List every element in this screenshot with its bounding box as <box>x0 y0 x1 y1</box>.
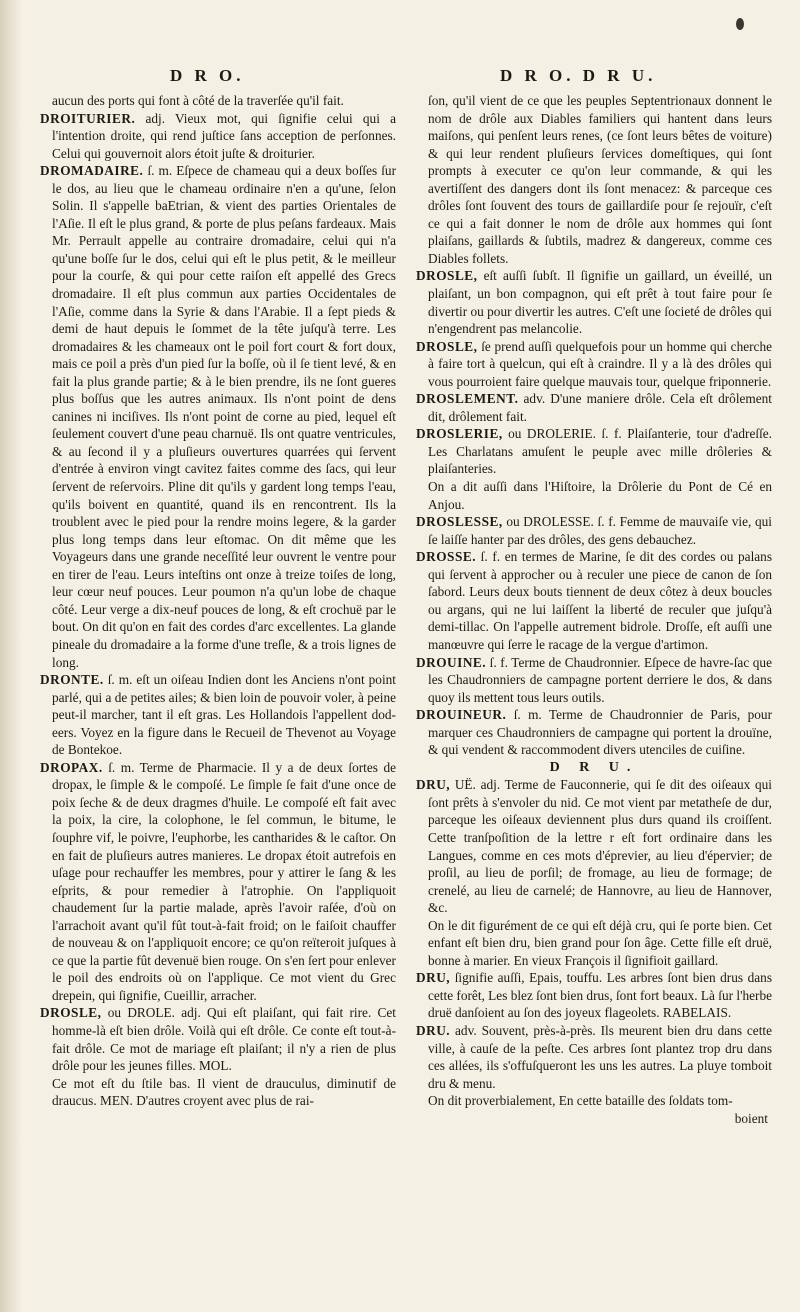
dictionary-entry <box>416 1022 772 1092</box>
entry-text: ſe prend auſſi quelquefois pour un homme qui cherche à faire tort à quelcun, qui eſt à craindre. Il y a là des drôles qui vous pourroient faire quelque mauvais tour, quelque friponnerie. <box>428 338 772 389</box>
dictionary-entry <box>40 1004 396 1074</box>
dictionary-entry <box>40 162 396 671</box>
dictionary-entry <box>416 1092 772 1110</box>
entry-text: eſt auſſi ſubſt. Il ſignifie un gaillard, un éveillé, un plaiſant, un bon compagnon, qui eſt prêt à tout faire pour ſe divertir ou pour divertir les autres. C'eſt une ſocieté de drôles qui n'engendrent pas melancolie. <box>428 268 772 337</box>
entry-text: adv. D'une maniere drôle. Cela eſt drôlement dit, drôlement fait. <box>428 391 772 424</box>
entry-text: ſignifie auſſi, Epais, touffu. Les arbres ſont bien drus dans cette forêt, Les blez ſont bien drus, ſont fort beaux. Là ſur l'herbe druë danſoient au ſon des joyeux flageolets. RABELAIS. <box>428 970 772 1021</box>
dictionary-entry <box>416 969 772 1022</box>
entry-text: ſ. m. Terme de Chaudronnier de Paris, pour marquer ces Chaudronniers de campagne qui portent la drouïne, & qui vendent & raccommodent divers utenciles de cuiſine. <box>428 707 772 758</box>
dictionary-entry <box>416 513 772 548</box>
entry-headword: DROSLERIE, <box>416 426 503 442</box>
entry-text: ſ. m. Eſpece de chameau qui a deux boſſes ſur le dos, au lieu que le chameau ordinaire n'en a qu'une, ſelon Solin. Il s'appelle baEtrian, & vient des parties Orientales de l'Aſie. Il eſt le plus grand, & porte de plus peſans fardeaux. Mais Mr. Perrault appelle au contraire dromadaire, celui qui n'a qu'une boſſe ſur le dos, celui qui eſt le plus petit, & le meilleur pour la courſe, & qui pour cette raiſon eſt appellé des Grecs dromadaire. Il eſt plus commun aux parties Occidentales de l'Aſie, comme dans la Syrie & dans l'Arabie. Il a ſept pieds & demi de haut depuis le ſommet de la tête juſqu'à terre. Les dromadaires & les chameaux ont le poil fort court & fort doux, mais ce poil a près d'un pied ſur la boſſe, où il ſe tient levé, & en fait la plus grande partie; & à le bien prendre, ils ne ſont gueres plus boſſus que les autres animaux. Ils n'ont point de dens canines ni inciſives. Ils n'ont point de corne au pied, lequel eſt ſeulement couvert d'une peau charnuë. Ils ont quatre ventricules, & au ſecond il y a pluſieurs ouvertures quarrées qui ſervent d'entrée à environ vingt cavitez faites comme des ſacs, qui leur ſervent de reſervoirs. Pline dit qu'ils y gardent long temps l'eau, qu'ils boivent en quantité, quand ils en rencontrent. Ils la troublent avec le pied pour la rendre moins legere, & la garder plus long temps dans leur eſtomac. On dit même que les Voyageurs dans une grande neceſſité leur ouvrent le ventre pour en tirer de l'eau. Leurs inteſtins ont onze à treize toiſes de long, leur cœur neuf pouces. Leur poumon n'a qu'un lobe de chaque côté. Leur verge a dix-neuf pouces de long, & eſt crochuë par le bout. On dit qu'on en fait des cordes d'arc excellentes. La glande pineale du dromadaire a la forme d'une treſle, & a trois lignes de long. <box>52 163 396 670</box>
dictionary-entry <box>416 425 772 478</box>
entry-text: UË. adj. Terme de Fauconnerie, qui ſe dit des oiſeaux qui ſont prêts à s'envoler du nid. Ce mot vient par metatheſe de dur, parceque les oiſeaux deviennent plus durs quand ils croiſſent. Cette tranſpoſition de la lettre r eſt fort ordinaire dans les Langues, comme en ces mots d'éprevier, au lieu d'épervier; de proſil, au lieu de porſil; de fromage, au lieu de formage; de crenelé, au lieu de carnelé; de Hannovre, au lieu de Hannover, &c. <box>428 777 772 916</box>
entry-text: adv. Souvent, près-à-près. Ils meurent bien dru dans cette ville, à cauſe de la peſte. Ces arbres ſont plantez trop dru dans ces allées, ils s'offuſqueront les uns les autres. La pluye tomboit dru & menu. <box>428 1022 772 1091</box>
entry-headword: DROITURIER. <box>40 110 136 126</box>
entry-text: On le dit figurément de ce qui eſt déjà cru, qui ſe porte bien. Cet enfant eſt bien dru, bien grand pour ſon âge. Cette fille eſt druë, bonne à marier. En vieux François il ſignifioit gaillard. <box>428 917 772 968</box>
entry-headword: DROSSE. <box>416 549 477 565</box>
entry-headword: DROUINEUR. <box>416 707 507 723</box>
entry-headword: DRONTE. <box>40 672 104 688</box>
right-column <box>416 92 772 1127</box>
entry-text: ſ. f. Terme de Chaudronnier. Eſpece de havre-ſac que les Chaudronniers de campagne portent derriere le dos, & dans quoy ils mettent tous leurs outils. <box>428 654 772 705</box>
entry-text: On a dit auſſi dans l'Hiſtoire, la Drôlerie du Pont de Cé en Anjou. <box>428 479 772 512</box>
catchword: boient <box>734 1110 768 1126</box>
entry-text: Ce mot eſt du ſtile bas. Il vient de drauculus, diminutif de draucus. MEN. D'autres croyent avec plus de rai- <box>52 1075 396 1109</box>
ink-spot <box>736 18 744 30</box>
entry-headword: DROSLE, <box>416 338 478 354</box>
dictionary-entry <box>40 92 396 110</box>
entry-headword: DRU, <box>416 777 451 793</box>
entry-headword: DROSLESSE, <box>416 514 503 530</box>
dictionary-entry <box>40 110 396 163</box>
entry-text: ſon, qu'il vient de ce que les peuples Septentrionaux donnent le nom de drôle aux Diables familiers qui hantent dans leurs maiſons, qui penſent leurs renes, (ce ſont leurs bêtes de voiture) & qui leur rendent pluſieurs ſervices domeſtiques, qui ſont prompts à executer ce qu'on leur commande, & qui les avertiſſent des dangers dont ils ſont menacez: & parceque ces drôles ſont ſouvent des tours de gaillardiſe pour ſe rejouïr, c'eſt ce qui a fait donner le nom de drôle aux hommes qui ſont plaiſans, gaillards & ſubtils, madrez & dangereux, comme ces Diables follets. <box>428 93 772 266</box>
entry-headword: DROPAX. <box>40 759 103 775</box>
entry-headword: DRU, <box>416 970 451 986</box>
dictionary-entry <box>416 548 772 653</box>
dictionary-entry <box>416 654 772 707</box>
dictionary-entry <box>416 917 772 970</box>
running-head-right: D R O. D R U. <box>500 66 657 85</box>
section-heading: D R U. <box>549 759 639 775</box>
dictionary-entry <box>40 1075 396 1110</box>
entry-headword: DROSLE, <box>40 1005 102 1021</box>
dictionary-entry <box>416 338 772 391</box>
entry-text: ou DROLERIE. ſ. f. Plaiſanterie, tour d'adreſſe. Les Charlatans amuſent le peuple avec mille drôleries & plaiſanteries. <box>428 426 772 477</box>
entry-headword: DRU. <box>416 1022 451 1038</box>
dictionary-entry <box>40 759 396 1005</box>
dictionary-entry <box>416 390 772 425</box>
entry-text: ou DROLESSE. ſ. f. Femme de mauvaiſe vie, qui ſe laiſſe hanter par des drôles, des gens debauchez. <box>428 514 772 547</box>
entry-text: ſ. m. eſt un oiſeau Indien dont les Anciens n'ont point parlé, qui a de petites ailes; & bien loin de pouvoir voler, à peine peut-il marcher, tant il eſt gras. Les Hollandois l'appellent dod-eers. Voyez en la figure dans le Recueil de Thevenot au Voyage de Bontekoe. <box>52 672 396 758</box>
entry-text: aucun des ports qui font à côté de la traverſée qu'il fait. <box>52 93 344 108</box>
dictionary-entry <box>416 706 772 759</box>
entry-headword: DROSLEMENT. <box>416 391 519 407</box>
entry-headword: DROUINE. <box>416 654 487 670</box>
left-column <box>40 92 396 1110</box>
dictionary-entry <box>416 776 772 916</box>
dictionary-entry <box>416 267 772 337</box>
dictionary-entry <box>416 478 772 513</box>
entry-text: ſ. m. Terme de Pharmacie. Il y a de deux ſortes de dropax, le ſimple & le compoſé. Le ſimple ſe fait d'une once de poix ſeche & de deux dragmes d'huile. Le compoſé eſt fait avec la poix, la cire, la colophone, le ſel commun, le bitume, le ſouphre vif, le poivre, l'euphorbe, les cantharides & le caſtor. On en fait de pluſieurs autres manieres. Le dropax étoit autrefois en uſage pour rechauffer les membres, pour y attirer le ſang & les eſprits, & pour remedier à l'atrophie. On l'appliquoit chaudement ſur la partie malade, après l'avoir raſée, d'où on l'arrachoit avant qu'il fût tout-à-fait froid; on le faiſoit chauffer de nouveau & on l'appliquoit encore; ce qu'on reïteroit juſques à ce que la partie fût devenuë bien rouge. On s'en ſert pour enlever le poil des endroits où on l'applique. Ce mot vient du Grec drepein, qui ſignifie, Cueillir, arracher. <box>52 759 396 1003</box>
running-head-left: D R O. <box>170 66 245 85</box>
entry-headword: DROMADAIRE. <box>40 163 144 179</box>
entry-text: ou DROLE. adj. Qui eſt plaiſant, qui fait rire. Cet homme-là eſt bien drôle. Voilà qui eſt drôle. Ce conte eſt tout-à-fait drôle. Ce mot de mariage eſt plaiſant; il n'y a rien de plus drôle pour les jeunes filles. MOL. <box>52 1005 396 1074</box>
entry-headword: DROSLE, <box>416 268 478 284</box>
entry-text: adj. Vieux mot, qui ſignifie celui qui a l'intention droite, qui rend juſtice ſans acception de perſonnes. Celui qui gouvernoit alors étoit juſte & droiturier. <box>52 110 396 161</box>
dictionary-entry <box>40 671 396 759</box>
entry-text: On dit proverbialement, En cette bataille des ſoldats tom- <box>428 1093 733 1109</box>
entry-text: ſ. f. en termes de Marine, ſe dit des cordes ou palans qui ſervent à approcher ou à reculer une piece de canon de ſon ſabord. Leurs deux bouts tiennent de deux côtez à deux boucles ou argans, qui ne lui laiſſent la liberté de reculer que juſqu'à demi-tillac. On l'appelle autrement bidrole. Droſſe, eſt auſſi une manœuvre qui ſerre le racage de la vergue d'artimon. <box>428 549 772 652</box>
dictionary-entry <box>416 92 772 267</box>
